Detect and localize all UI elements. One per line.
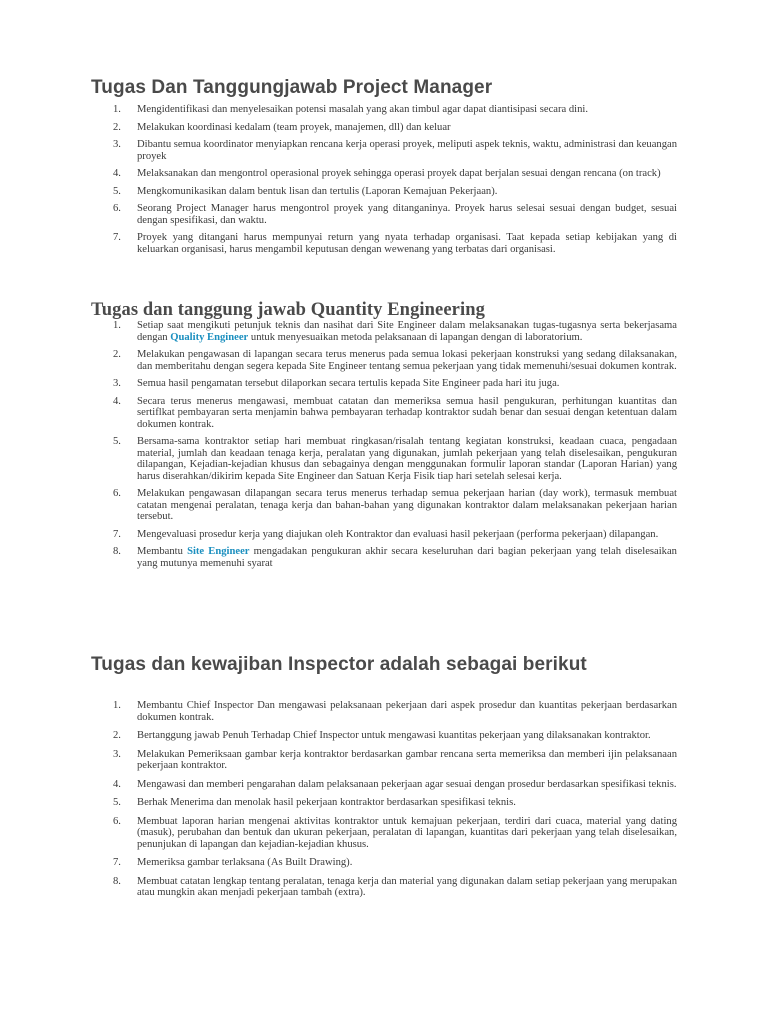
list-item: 6. Melakukan pengawasan dilapangan secara terus menerus terhadap semua pekerjaan harian (day work), termasuk membuat catatan mengenai peralatan, tenaga kerja dan bahan-bahan yang digunakan kontraktor dalam melaksanakan pekerjaan harian tersebut.	[113, 488, 677, 522]
list-item: 4. Mengawasi dan memberi pengarahan dalam pelaksanaan pekerjaan agar sesuai dengan prosedur berdasarkan spesifikasi teknis.	[113, 778, 677, 790]
list-project-manager	[0, 104, 768, 261]
list-item: 7. Proyek yang ditangani harus mempunyai return yang nyata terhadap organisasi. Taat kepada setiap kebijakan yang di keluarkan organisasi, harus mengambil keputusan dengan wewenang yang terbatas dari organisasi.	[113, 232, 677, 255]
list-item: 1. Setiap saat mengikuti petunjuk teknis dan nasihat dari Site Engineer dalam melaksanakan tugas-tugasnya serta bekerjasama dengan Quality Engineer untuk menyesuaikan metoda pelaksanaan di lapangan dengan di laboratorium.	[113, 320, 677, 343]
list-item: 2. Bertanggung jawab Penuh Terhadap Chief Inspector untuk mengawasi kuantitas pekerjaan yang dilaksanakan kontraktor.	[113, 730, 651, 741]
list-item: 7. Mengevaluasi prosedur kerja yang diajukan oleh Kontraktor dan evaluasi hasil pekerjaan (performa pekerjaan) dilapangan.	[113, 528, 659, 540]
quality-engineer-link[interactable]: Quality Engineer	[170, 331, 249, 343]
list-item: 3. Melakukan Pemeriksaan gambar kerja kontraktor berdasarkan gambar rencana serta memeriksa dan memberi ijin pelaksanaan pekerjaan kontraktor.	[113, 748, 677, 771]
list-quantity-engineering	[0, 320, 768, 575]
list-item: 6. Seorang Project Manager harus mengontrol proyek yang ditanganinya. Proyek harus selesai sesuai dengan budget, sesuai dengan spesifikasi, dan waktu.	[113, 203, 677, 226]
list-inspector	[0, 700, 768, 906]
list-item: 1. Mengidentifikasi dan menyelesaikan potensi masalah yang akan timbul agar dapat diantisipasi secara dini.	[113, 104, 588, 115]
list-item: 8. Membantu Site Engineer mengadakan pengukuran akhir secara keseluruhan dari bagian pekerjaan yang telah diselesaikan yang mutunya memenuhi syarat	[113, 546, 677, 569]
list-item: 8. Membuat catatan lengkap tentang peralatan, tenaga kerja dan material yang digunakan dalam setiap pekerjaan yang merupakan atau mungkin akan menjadi pekerjaan tambah (extra).	[113, 875, 677, 898]
list-item: 7. Memeriksa gambar terlaksana (As Built Drawing).	[113, 857, 353, 868]
list-item: 4. Melaksanakan dan mengontrol operasional proyek sehingga operasi proyek dapat berjalan sesuai dengan rencana (on track)	[113, 168, 661, 179]
list-item: 3. Semua hasil pengamatan tersebut dilaporkan secara tertulis kepada Site Engineer pada hari itu juga.	[113, 378, 560, 389]
list-item: 2. Melakukan pengawasan di lapangan secara terus menerus pada semua lokasi pekerjaan konstruksi yang sedang dilaksanakan, dan memberitahu dengan segera kepada Site Engineer tentang semua pekerjaan yang tidak memenuhi/sesuai dokumen kontrak.	[113, 349, 677, 372]
list-item: 3. Dibantu semua koordinator menyiapkan rencana kerja operasi proyek, meliputi aspek teknis, waktu, administrasi dan keuangan proyek	[113, 139, 677, 162]
list-item: 5. Berhak Menerima dan menolak hasil pekerjaan kontraktor berdasarkan spesifikasi teknis.	[113, 797, 516, 808]
site-engineer-link[interactable]: Site Engineer	[187, 546, 250, 557]
list-item: 2. Melakukan koordinasi kedalam (team proyek, manajemen, dll) dan keluar	[113, 121, 451, 133]
list-item: 5. Bersama-sama kontraktor setiap hari membuat ringkasan/risalah tentang kegiatan konstruksi, keadaan cuaca, pengadaan material, jumlah dan keadaan tenaga kerja, peralatan yang digunakan, jumlah pekerjaan yang telah diselesaikan, pengukuran dilapangan, Kejadian-kejadian khusus dan sebagainya dengan menggunakan formulir laporan standar (Laporan Harian) yang harus diserahkan/dikirim kepada Site Engineer dan Satuan Kerja Fisik tiap hari setelah selesai kerja.	[113, 436, 677, 482]
section-title-inspector: Tugas dan kewajiban Inspector adalah sebagai berikut	[91, 654, 587, 675]
section-title-project-manager: Tugas Dan Tanggungjawab Project Manager	[91, 77, 493, 98]
list-item: 5. Mengkomunikasikan dalam bentuk lisan dan tertulis (Laporan Kemajuan Pekerjaan).	[113, 185, 498, 197]
list-item: 4. Secara terus menerus mengawasi, membuat catatan dan memeriksa semua hasil pengukuran, perhitungan kuantitas dan sertiflkat pembayaran serta menjamin bahwa pembayaran terhadap kontraktor sudah benar dan sesuai dengan ketentuan dalam dokumen kontrak.	[113, 395, 677, 430]
section-title-quantity-engineering: Tugas dan tanggung jawab Quantity Engineering	[91, 300, 485, 320]
list-item: 6. Membuat laporan harian mengenai aktivitas kontraktor untuk kemajuan pekerjaan, terdiri dari cuaca, material yang dating (masuk), perubahan dan bentuk dan ukuran pekerjaan, peralatan di lapangan, kuantitas dari pekerjaan yang telah diselesaikan, penunjukan di lapangan dan kejadian-kejadian khusus.	[113, 815, 677, 850]
list-item: 1. Membantu Chief Inspector Dan mengawasi pelaksanaan pekerjaan dari aspek prosedur dan kuantitas pekerjaan berdasarkan dokumen kontrak.	[113, 700, 677, 723]
